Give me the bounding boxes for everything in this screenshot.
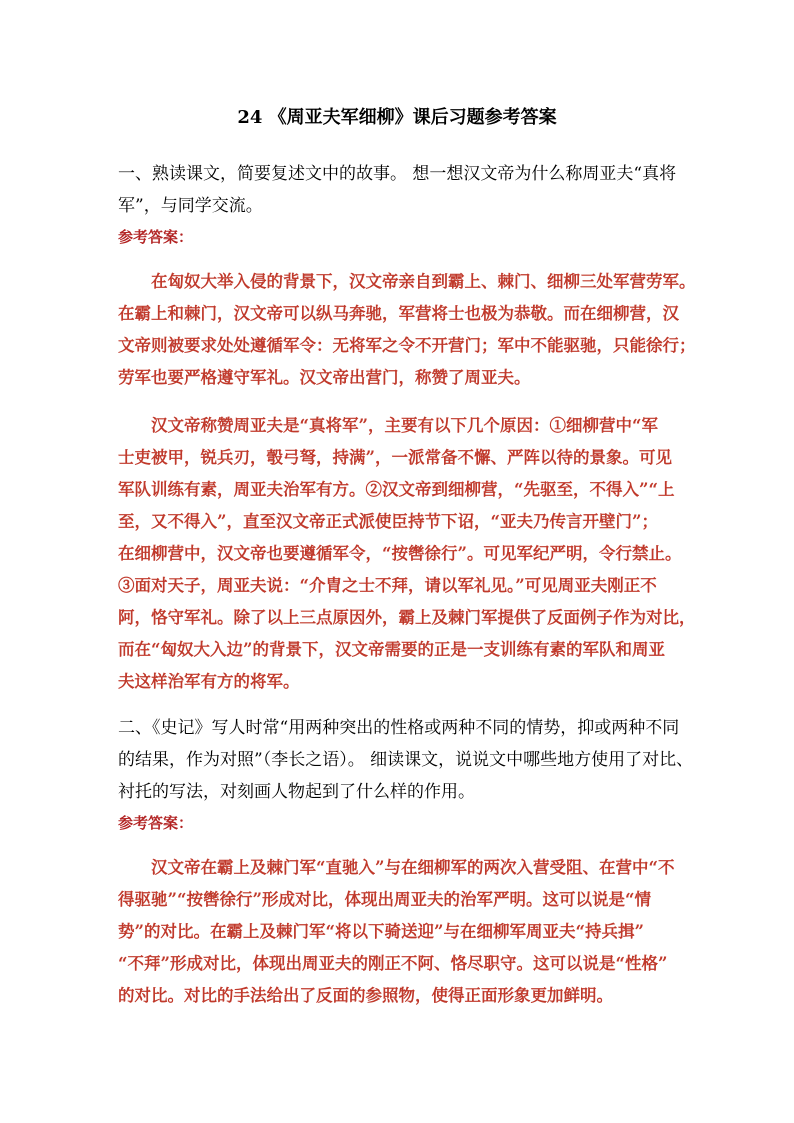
- question-2-line: 的结果，作为对照”（李长之语）。 细读课文，说说文中哪些地方使用了对比、: [118, 750, 694, 770]
- answer-line: 军队训练有素，周亚夫治军有方。②汉文帝到细柳营，“先驱至，不得入”“上: [118, 480, 675, 499]
- question-2-line: 二、《史记》写人时常“用两种突出的性格或两种不同的情势，抑或两种不同: [118, 718, 680, 738]
- answer-line: 在霸上和棘门，汉文帝可以纵马奔驰，军营将士也极为恭敬。而在细柳营，汉: [118, 304, 679, 323]
- answer-label-2: 参考答案：: [118, 814, 194, 832]
- answer-line: 势”的对比。在霸上及棘门军“将以下骑送迎”与在细柳军周亚夫“持兵揖”: [118, 922, 644, 941]
- answer-line: ③面对天子，周亚夫说：“介胄之士不拜，请以军礼见。”可见周亚夫刚正不: [118, 576, 657, 595]
- answer-line: 得驱驰”“按辔徐行”形成对比，体现出周亚夫的治军严明。这可以说是“情: [118, 890, 651, 909]
- answer-line: 汉文帝称赞周亚夫是“真将军”，主要有以下几个原因：①细柳营中“军: [151, 416, 658, 435]
- question-1-line: 一、熟读课文，简要复述文中的故事。 想一想汉文帝为什么称周亚夫“真将: [118, 164, 677, 184]
- question-2: [118, 712, 694, 808]
- answer-line: 夫这样治军有方的将军。: [118, 672, 300, 691]
- answer-1-paragraph-1: [118, 266, 696, 394]
- answer-line: 在匈奴大举入侵的背景下，汉文帝亲自到霸上、棘门、细柳三处军营劳军。: [151, 272, 696, 291]
- question-1: [118, 158, 678, 222]
- answer-line: 的对比。对比的手法给出了反面的参照物，使得正面形象更加鲜明。: [118, 986, 613, 1005]
- question-1-line: 军”，与同学交流。: [118, 196, 263, 216]
- answer-line: 在细柳营中，汉文帝也要遵循军令，“按辔徐行”。可见军纪严明，令行禁止。: [118, 544, 682, 563]
- answer-line: “不拜”形成对比，体现出周亚夫的刚正不阿、恪尽职守。这可以说是“性格”: [118, 954, 668, 973]
- answer-1-paragraph-2: [118, 410, 696, 698]
- answer-line: 劳军也要严格遵守军礼。汉文帝出营门，称赞了周亚夫。: [118, 368, 531, 387]
- answer-line: 阿，恪守军礼。除了以上三点原因外，霸上及棘门军提供了反面例子作为对比，: [118, 608, 696, 627]
- answer-line: 汉文帝在霸上及棘门军“直驰入”与在细柳军的两次入营受阻、在营中“不: [151, 858, 675, 877]
- answer-line: 而在“匈奴大入边”的背景下，汉文帝需要的正是一支训练有素的军队和周亚: [118, 640, 665, 659]
- answer-line: 至，又不得入”，直至汉文帝正式派使臣持节下诏，“亚夫乃传言开壁门”；: [118, 512, 658, 531]
- question-2-line: 衬托的写法，对刻画人物起到了什么样的作用。: [118, 782, 475, 802]
- page-title: 24 《周亚夫军细柳》课后习题参考答案: [237, 107, 557, 128]
- answer-line: 士吏被甲，锐兵刃，彀弓弩，持满”，一派常备不懈、严阵以待的景象。可见: [118, 448, 672, 467]
- answer-label-1: 参考答案：: [118, 228, 194, 246]
- answer-2-paragraph: [118, 852, 678, 1012]
- answer-line: 文帝则被要求处处遵循军令：无将军之令不开营门；军中不能驱驰，只能徐行；: [118, 336, 696, 355]
